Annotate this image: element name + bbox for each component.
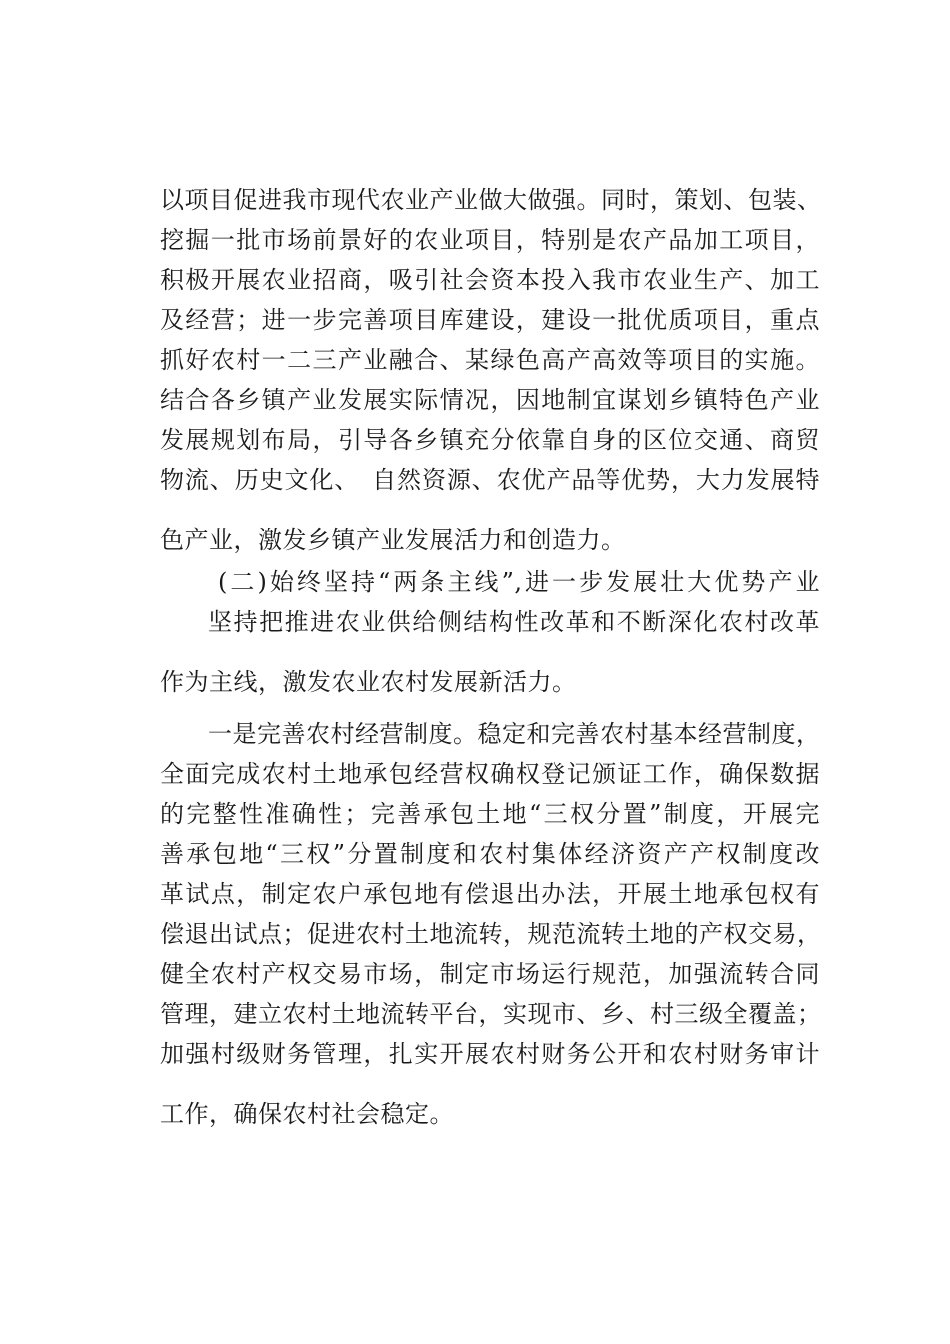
text-line: 以项目促进我市现代农业产业做大做强。同时，策划、包装、 (160, 186, 822, 214)
text-line: 发展规划布局，引导各乡镇充分依靠自身的区位交通、商贸 (160, 426, 820, 454)
text-line: 健全农村产权交易市场，制定市场运行规范，加强流转合同 (160, 960, 820, 988)
text-line: 加强村级财务管理，扎实开展农村财务公开和农村财务审计 (160, 1040, 820, 1068)
text-line: 一是完善农村经营制度。稳定和完善农村基本经营制度， (208, 720, 821, 748)
text-line: 结合各乡镇产业发展实际情况，因地制宜谋划乡镇特色产业 (160, 386, 820, 414)
text-line: 工作，确保农村社会稳定。 (160, 1100, 454, 1128)
text-line: 偿退出试点；促进农村土地流转，规范流转土地的产权交易， (160, 920, 822, 948)
text-line: 色产业，激发乡镇产业发展活力和创造力。 (160, 526, 626, 554)
text-line: 的完整性准确性；完善承包土地“三权分置”制度，开展完 (160, 800, 820, 828)
text-line: 坚持把推进农业供给侧结构性改革和不断深化农村改革 (208, 608, 820, 636)
text-line: 积极开展农业招商，吸引社会资本投入我市农业生产、加工 (160, 266, 820, 294)
text-line: 管理，建立农村土地流转平台，实现市、乡、村三级全覆盖； (160, 1000, 822, 1028)
text-line: 抓好农村一二三产业融合、某绿色高产高效等项目的实施。 (160, 346, 820, 374)
text-line: 挖掘一批市场前景好的农业项目，特别是农产品加工项目， (160, 226, 820, 254)
text-line: 革试点，制定农户承包地有偿退出办法，开展土地承包权有 (160, 880, 820, 908)
text-line: 全面完成农村土地承包经营权确权登记颁证工作，确保数据 (160, 760, 820, 788)
section-heading: (二)始终坚持“两条主线”,进一步发展壮大优势产业 (218, 568, 820, 596)
text-line: 作为主线，激发农业农村发展新活力。 (160, 668, 577, 696)
text-line: 及经营；进一步完善项目库建设，建设一批优质项目，重点 (160, 306, 820, 334)
text-line: 善承包地“三权”分置制度和农村集体经济资产产权制度改 (160, 840, 820, 868)
text-line: 物流、历史文化、 自然资源、农优产品等优势，大力发展特 (160, 466, 820, 494)
